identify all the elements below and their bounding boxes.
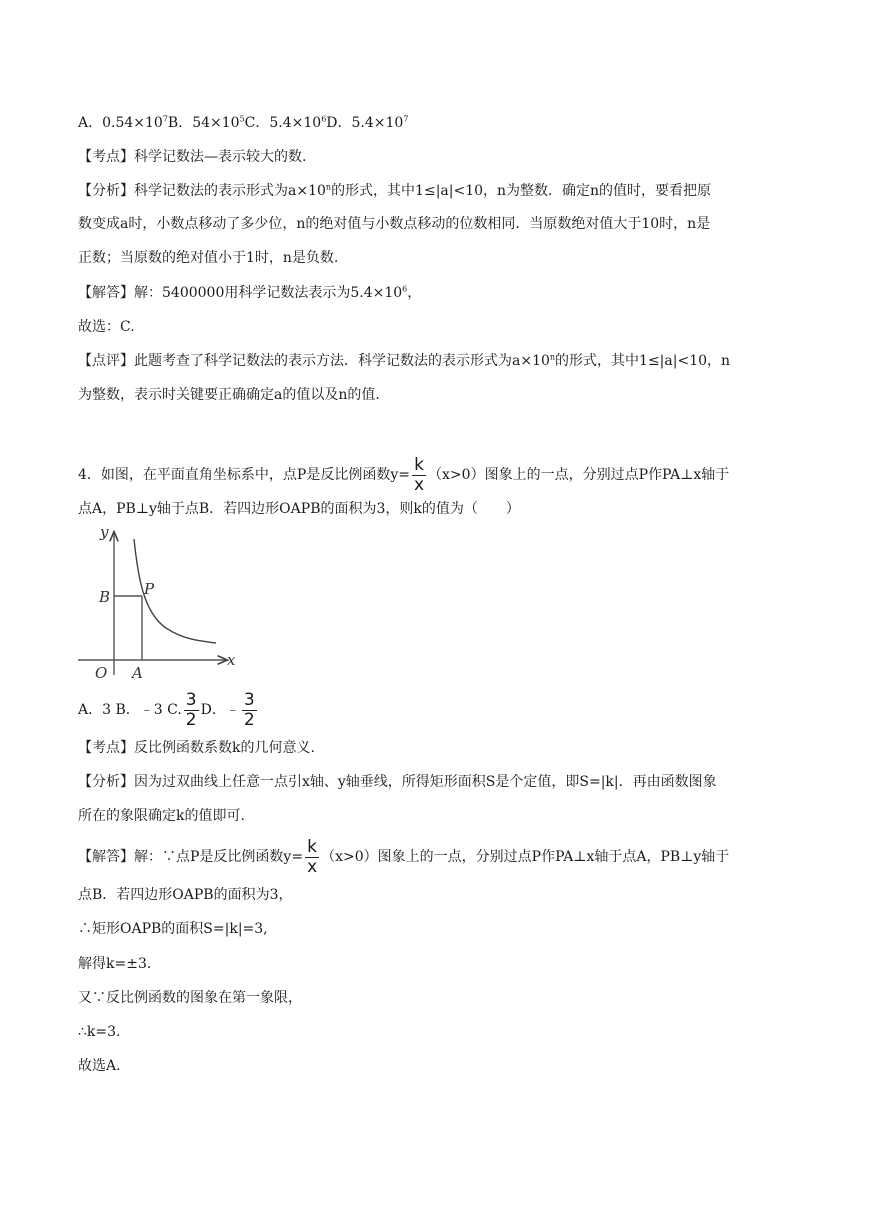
fraction-k-over-x: $\frac{k}{x}$: [413, 454, 425, 495]
q3-option-a: A．$0.54\times 10^7$: [78, 114, 168, 131]
q3-option-c: C．$5.4\times 10^6$: [244, 114, 327, 131]
q4-answer: 故选A.: [78, 1058, 121, 1074]
q4-option-ab: A．3 B．﹣3 C.: [78, 702, 182, 718]
label-x: x: [227, 651, 236, 669]
q3-fenxi-line-2: 数变成a时，小数点移动了多少位，n的绝对值与小数点移动的位数相同．当原数绝对值大于10时，n是: [78, 216, 711, 232]
q4-fenxi-line-2: 所在的象限确定k的值即可.: [78, 808, 245, 824]
label-o: O: [95, 664, 108, 682]
q4-kaodian: 【考点】反比例函数系数k的几何意义.: [78, 740, 315, 756]
q4-jieda-line-1: 【解答】解：∵点P是反比例函数y= $\frac{k}{x}$ （x>0）图象上的一点，分别过点P作PA⊥x轴于点A，PB⊥y轴于: [78, 836, 730, 877]
q3-options: [78, 113, 408, 133]
q3-fenxi-line-1: 【分析】科学记数法的表示形式为$a\times 10^n$的形式，其中1≤|a|<10，n为整数．确定n的值时，要看把原: [78, 182, 712, 199]
q4-stem-line-1: 4．如图，在平面直角坐标系中，点P是反比例函数y= $\frac{k}{x}$ （x>0）图象上的一点，分别过点P作PA⊥x轴于: [78, 454, 730, 495]
q4-jieda-line-2: 点B．若四边形OAPB的面积为3，: [78, 887, 293, 903]
q4-option-c-fraction: $\frac{3}{2}$: [185, 689, 197, 730]
label-b: B: [99, 588, 111, 606]
q3-fenxi-line-3: 正数；当原数的绝对值小于1时，n是负数.: [78, 250, 339, 266]
q3-jieda: 【解答】解：5400000用科学记数法表示为$5.4\times 10^6$，: [78, 284, 422, 301]
label-p: P: [144, 580, 155, 598]
q4-option-d-fraction: $\frac{3}{2}$: [243, 689, 255, 730]
q3-option-d: D．$5.4\times 10^7$: [326, 114, 409, 131]
q4-jieda-line-6: ∴k=3.: [78, 1024, 121, 1040]
q3-answer: 故选：C.: [78, 319, 135, 335]
q4-fenxi-line-1: 【分析】因为过双曲线上任意一点引x轴、y轴垂线，所得矩形面积S是个定值，即S=|k|．再由函数图象: [78, 774, 717, 790]
q3-dianping-line-2: 为整数，表示时关键要正确确定a的值以及n的值.: [78, 387, 380, 403]
q4-jieda-line-3: ∴矩形OAPB的面积S=|k|=3,: [78, 921, 268, 937]
q3-kaodian: 【考点】科学记数法—表示较大的数.: [78, 149, 307, 165]
q4-options: [78, 690, 259, 730]
q3-option-b: B．$54\times 10^5$: [167, 114, 245, 131]
fraction-k-over-x-answer: $\frac{k}{x}$: [307, 836, 318, 877]
q3-dianping-line-1: 【点评】此题考查了科学记数法的表示方法．科学记数法的表示形式为$a\times 10^n$的形式，其中1≤|a|<10，n: [78, 352, 731, 369]
q4-jieda-line-5: 又∵反比例函数的图象在第一象限，: [78, 990, 302, 1006]
hyperbola-graph: [76, 523, 240, 685]
label-y: y: [100, 523, 109, 541]
q4-stem-line-2: 点A，PB⊥y轴于点B．若四边形OAPB的面积为3，则k的值为（ ）: [78, 501, 520, 517]
q4-jieda-line-4: 解得k=±3.: [78, 956, 152, 972]
q4-option-d: D．﹣: [200, 702, 240, 718]
label-a: A: [132, 664, 143, 682]
